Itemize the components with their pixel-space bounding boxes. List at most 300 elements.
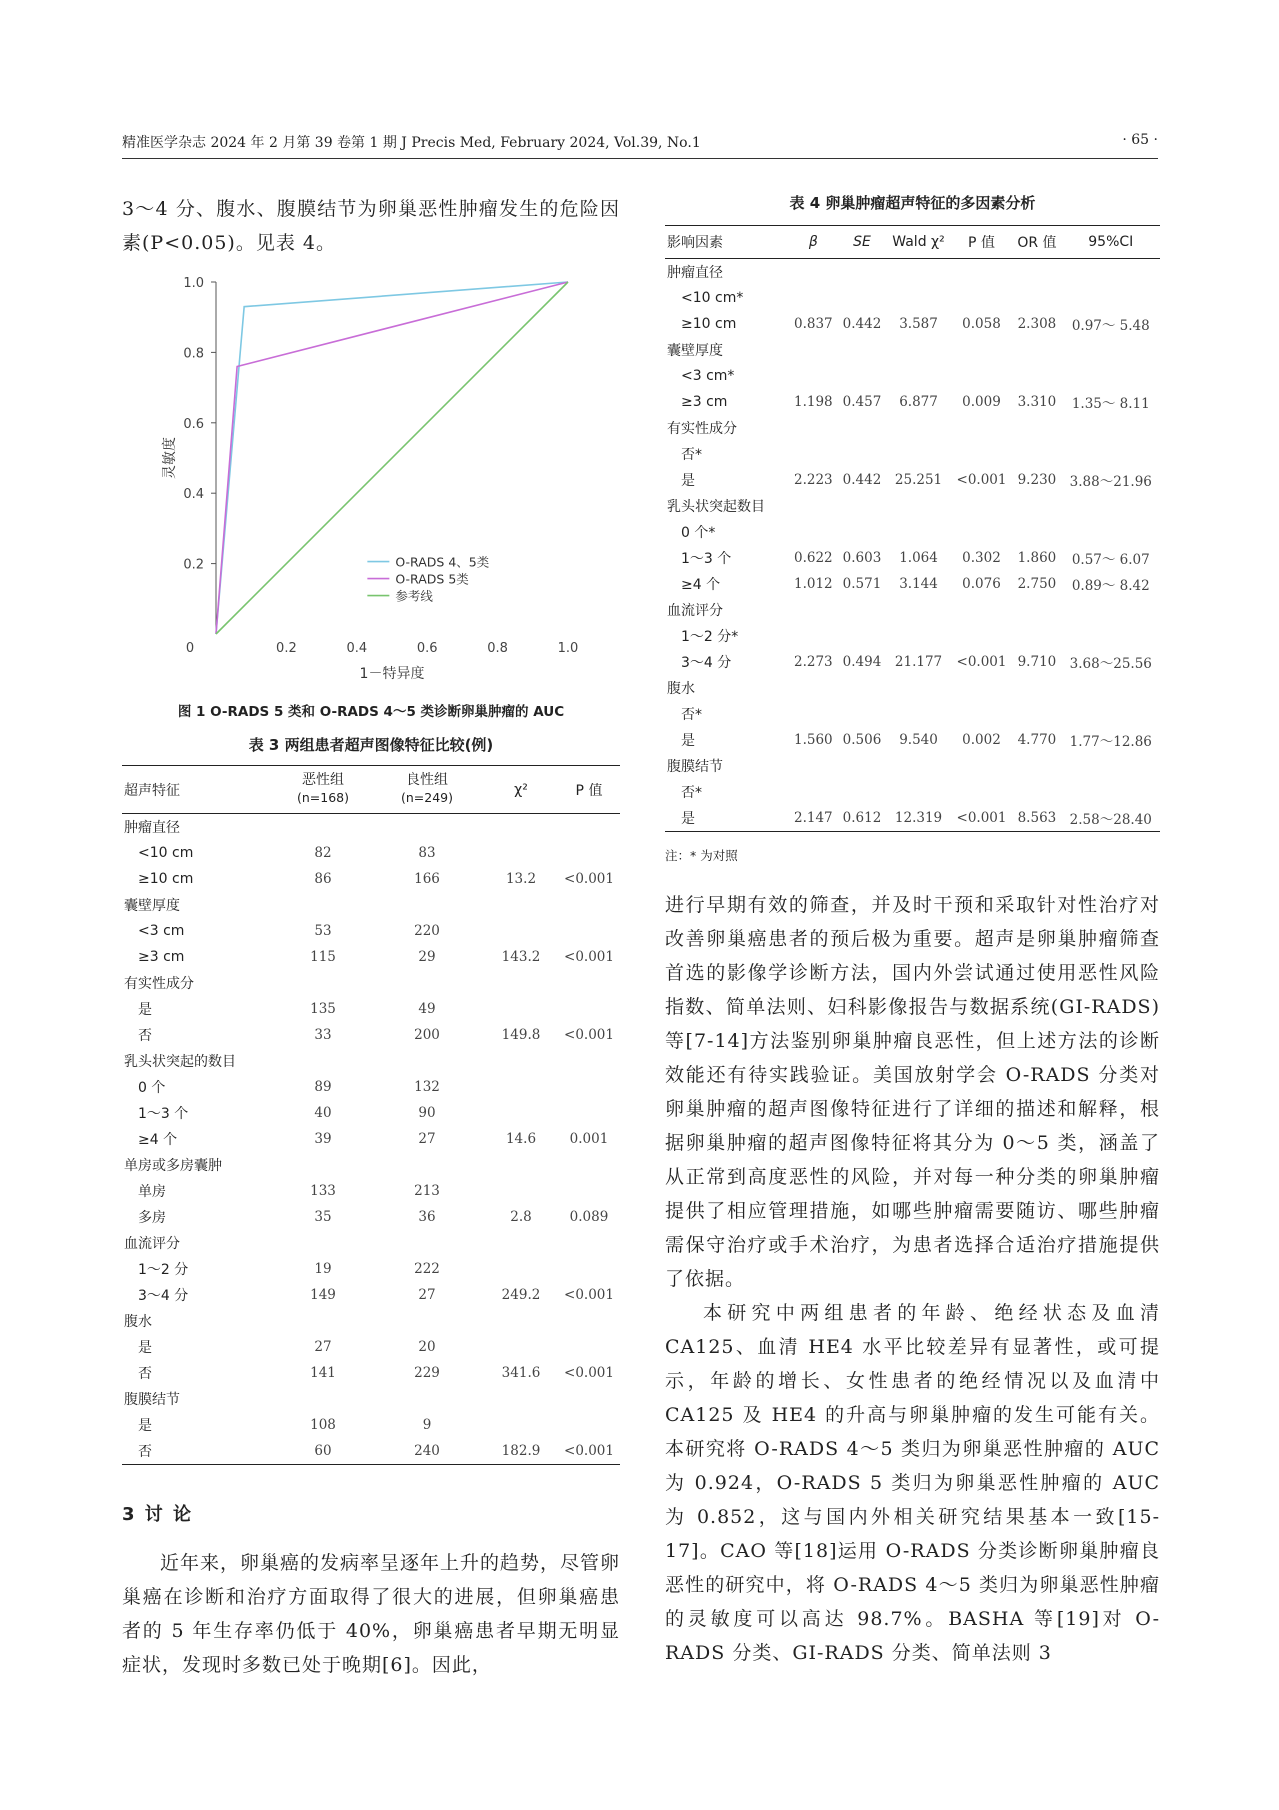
table4-cell-value: [1012, 259, 1061, 286]
table4-row: [665, 519, 1160, 545]
table4-cell-label: 肿瘤直径: [667, 265, 723, 281]
table4-cell-value: 0.506: [842, 732, 882, 748]
left-column: [122, 192, 620, 260]
table3-cell-value: 20: [418, 1339, 436, 1355]
table3-cell-value: 229: [414, 1365, 440, 1381]
table3-cell-label: 是: [138, 1340, 152, 1356]
table4-cell-value: 6.877: [899, 394, 938, 410]
table4-note: 注：* 为对照: [665, 848, 738, 863]
table4-cell-value: [1012, 753, 1061, 779]
table4-row: [665, 675, 1160, 701]
table4-row: [665, 441, 1160, 467]
table4-cell-value: [1062, 623, 1160, 649]
table3-cell-value: 0.089: [569, 1209, 609, 1225]
table4-row: [665, 389, 1160, 415]
table4-cell-value: [838, 259, 887, 286]
table3-cell-value: [558, 1412, 620, 1438]
table4-cell-value: 0.009: [962, 394, 1001, 410]
table3-row: [122, 1256, 620, 1282]
table3-caption: 表 3 两组患者超声图像特征比较(例): [248, 736, 494, 754]
table4-cell-value: 0.457: [842, 394, 882, 410]
table4-cell-value: <0.001: [956, 654, 1007, 670]
table4-cell-value: 21.177: [894, 654, 943, 670]
legend-label: O-RADS 5类: [395, 571, 469, 587]
table4-cell-value: <0.001: [951, 805, 1013, 832]
table4-cell-value: [1012, 337, 1061, 363]
table3-row: [122, 1308, 620, 1334]
table4-cell-value: [886, 623, 950, 649]
table3-cell-value: 27: [418, 1131, 436, 1147]
table3-row: [122, 1152, 620, 1178]
table4-row: [665, 259, 1160, 286]
table3-row: [122, 1204, 620, 1230]
table4-cell-value: [886, 675, 950, 701]
table3-cell-value: [276, 1152, 370, 1178]
table3-cell-value: 39: [314, 1131, 332, 1147]
table4-cell-value: [838, 675, 887, 701]
table4-cell-label: 腹膜结节: [667, 759, 723, 775]
table4-row: [665, 727, 1160, 753]
roc-chart-svg: [122, 270, 620, 700]
table4-cell-label: 否*: [681, 447, 702, 463]
table4-row: [665, 493, 1160, 519]
table3-row: [122, 1360, 620, 1386]
table4-cell-value: [789, 753, 838, 779]
table3-cell-value: <0.001: [564, 1365, 614, 1381]
table3-cell-value: 53: [314, 923, 332, 939]
table3-cell-value: 86: [314, 871, 332, 887]
table4-cell-value: [838, 493, 887, 519]
table4-cell-value: 0.058: [962, 316, 1001, 332]
table4-row: [665, 571, 1160, 597]
table4-cell-label: 3～4 分: [681, 655, 732, 671]
table3-row: [122, 1438, 620, 1465]
table4-cell-value: 1.560: [794, 732, 833, 748]
journal-citation: 精准医学杂志 2024 年 2 月第 39 卷第 1 期 J Precis Med, February 2024, Vol.39, No.1: [122, 135, 701, 151]
table4-row: [665, 311, 1160, 337]
table4-cell-value: 0.002: [962, 732, 1001, 748]
table4-cell-label: 是: [665, 805, 789, 832]
table3-cell-value: [484, 892, 558, 918]
table4-cell-value: 8.563: [1012, 805, 1061, 832]
table4-cell-value: [789, 337, 838, 363]
table4-row: [665, 701, 1160, 727]
table3-cell-label: 肿瘤直径: [124, 820, 180, 836]
table3-cell-label: 否: [138, 1028, 152, 1044]
table3-cell-value: 141: [310, 1365, 336, 1381]
table3-cell-label: 血流评分: [124, 1236, 180, 1252]
table4-cell-value: [1012, 363, 1061, 389]
table4-cell-value: 0.302: [962, 550, 1001, 566]
table3-cell-value: [484, 814, 558, 841]
table4-cell-label: 否*: [681, 707, 702, 723]
x-tick-label: 0.8: [487, 641, 508, 656]
table4-cell-value: 2.58～28.40: [1062, 805, 1160, 832]
table3-cell-value: 27: [418, 1287, 436, 1303]
table4-cell-value: [951, 441, 1013, 467]
table4-cell-label: ≥4 个: [681, 577, 721, 593]
table3-cell-value: 132: [414, 1079, 440, 1095]
table4-cell-label: ≥10 cm: [681, 316, 737, 332]
x-tick-label: 1.0: [557, 641, 579, 656]
table3-row: [122, 970, 620, 996]
table3-cell-label: 1～2 分: [138, 1262, 189, 1278]
table3-cell-value: [484, 1308, 558, 1334]
malignant-label: 恶性组: [302, 772, 344, 788]
table4-cell-value: [886, 753, 950, 779]
table4-cell-value: [951, 779, 1013, 805]
y-tick-label: 0.2: [183, 557, 204, 573]
table4-row: [665, 415, 1160, 441]
intro-paragraph: 3～4 分、腹水、腹膜结节为卵巢恶性肿瘤发生的危险因素(P<0.05)。见表 4。: [122, 198, 620, 254]
table3-cell-value: [484, 996, 558, 1022]
table3-cell-value: [484, 918, 558, 944]
table4-cell-value: [789, 493, 838, 519]
benign-label: 良性组: [406, 772, 448, 788]
table3-cell-value: 240: [370, 1438, 484, 1465]
table3-cell-value: [558, 1230, 620, 1256]
table3-cell-value: 40: [314, 1105, 332, 1121]
table3-header-row: [122, 766, 620, 814]
table3-row: [122, 1334, 620, 1360]
table4-row: [665, 545, 1160, 571]
table3-cell-value: [276, 1308, 370, 1334]
table3-cell-value: [276, 970, 370, 996]
table3-row: [122, 1386, 620, 1412]
y-tick-label: 0.8: [183, 346, 204, 362]
table3-cell-label: 乳头状突起的数目: [124, 1054, 236, 1070]
table3-cell-value: [484, 1100, 558, 1126]
table4-cell-value: [1012, 779, 1061, 805]
table4-cell-value: [789, 623, 838, 649]
table3-cell-label: ≥3 cm: [138, 949, 185, 965]
table3-cell-value: <0.001: [564, 949, 614, 965]
malignant-n: (n=168): [296, 790, 349, 805]
page-number: · 65 ·: [1122, 132, 1158, 148]
table3-cell-value: [558, 918, 620, 944]
table4-cell-value: [789, 701, 838, 727]
table4-col-se: SE: [838, 226, 887, 259]
table3-cell-label: 0 个: [138, 1080, 166, 1096]
table3-cell-label: 否: [122, 1438, 276, 1465]
table4-cell-value: 0.837: [794, 316, 833, 332]
table4-cell-value: 0.97～ 5.48: [1071, 318, 1150, 334]
table4-cell-value: 1.198: [794, 394, 833, 410]
table3-cell-value: 220: [414, 923, 440, 939]
table3-row: [122, 866, 620, 892]
table4-cell-value: [789, 597, 838, 623]
table3: [122, 765, 620, 1465]
table4-row: [665, 805, 1160, 832]
table4-cell-value: [1012, 285, 1061, 311]
y-tick-label: 0.4: [183, 487, 204, 503]
right-text: [665, 888, 1160, 1670]
table3-col-feature: 超声特征: [122, 766, 276, 814]
table3-cell-value: 149.8: [501, 1027, 541, 1043]
table4-cell-label: 0 个*: [681, 525, 716, 541]
table4-cell-value: [1062, 753, 1160, 779]
table4-cell-value: [886, 701, 950, 727]
table3-cell-value: [558, 1074, 620, 1100]
table3-col-benign: [370, 766, 484, 814]
table3-cell-value: 2.8: [510, 1209, 532, 1225]
table4-cell-label: 是: [681, 733, 695, 749]
section3-body: [122, 1546, 620, 1682]
table4-cell-value: [1012, 519, 1061, 545]
table3-cell-value: 249.2: [501, 1287, 541, 1303]
table4-cell-value: [789, 259, 838, 286]
table4-cell-value: 3.144: [899, 576, 938, 592]
table4-cell-value: 1.064: [899, 550, 938, 566]
table4-cell-value: [1062, 701, 1160, 727]
table3-cell-value: <0.001: [558, 1438, 620, 1465]
table4-row: [665, 649, 1160, 675]
table3-cell-value: [558, 996, 620, 1022]
table3-col-malignant: [276, 766, 370, 814]
table4-cell-value: [951, 493, 1013, 519]
table4-cell-value: 4.770: [1017, 732, 1057, 748]
table4-cell-value: 2.147: [789, 805, 838, 832]
table3-row: [122, 1178, 620, 1204]
table4-cell-value: [1062, 415, 1160, 441]
table4-cell-value: [886, 259, 950, 286]
table3-row: [122, 1282, 620, 1308]
table3-cell-value: [558, 1308, 620, 1334]
table3-cell-value: 135: [310, 1001, 336, 1017]
table4-cell-value: [951, 259, 1013, 286]
table3-cell-value: [558, 1386, 620, 1412]
table4-cell-value: [886, 363, 950, 389]
table3-cell-value: 90: [418, 1105, 436, 1121]
table4-cell-value: 2.750: [1017, 576, 1057, 592]
table3-row: [122, 918, 620, 944]
table3-cell-value: [558, 1100, 620, 1126]
table4-cell-label: 是: [681, 473, 695, 489]
table4-cell-value: [951, 701, 1013, 727]
table4-col-or: OR 值: [1012, 226, 1061, 259]
table4-row: [665, 779, 1160, 805]
table4-cell-value: 0.076: [962, 576, 1001, 592]
table3-cell-label: 单房: [138, 1184, 166, 1200]
y-tick-label: 0.6: [183, 416, 204, 432]
table4-cell-value: 9.540: [899, 732, 938, 748]
table3-cell-value: 213: [414, 1183, 440, 1199]
table4-cell-value: 0.603: [842, 550, 882, 566]
table3-cell-value: 143.2: [501, 949, 541, 965]
roc-chart: [122, 270, 620, 700]
table3-cell-value: <0.001: [564, 1287, 614, 1303]
table4-cell-value: 3.88～21.96: [1069, 474, 1152, 490]
table4-cell-value: [789, 779, 838, 805]
table3-cell-value: <0.001: [564, 871, 614, 887]
table3-cell-value: 35: [314, 1209, 332, 1225]
table4-cell-value: [951, 415, 1013, 441]
table4-row: [665, 363, 1160, 389]
table3-cell-value: [558, 814, 620, 841]
table4-cell-label: 1～2 分*: [681, 629, 739, 645]
table3-cell-label: 是: [138, 1418, 152, 1434]
table3-cell-label: <10 cm: [138, 845, 194, 861]
table3-cell-value: 149: [310, 1287, 336, 1303]
table3-row: [122, 1126, 620, 1152]
table4-cell-value: [951, 363, 1013, 389]
table3-cell-label: 单房或多房囊肿: [124, 1158, 222, 1174]
table4-cell-value: 1.012: [794, 576, 833, 592]
table4-cell-value: [1062, 779, 1160, 805]
legend-label: 参考线: [395, 588, 433, 604]
table3-cell-value: [484, 1152, 558, 1178]
table3-cell-value: [276, 814, 370, 841]
table4-cell-value: [886, 519, 950, 545]
section3-paragraph: 近年来，卵巢癌的发病率呈逐年上升的趋势，尽管卵巢癌在诊断和治疗方面取得了很大的进展，但卵巢癌患者的 5 年生存率仍低于 40%，卵巢癌患者早期无明显症状，发现时多数已处于晚期[6]。因此，: [122, 1552, 621, 1676]
table4-cell-value: [1012, 441, 1061, 467]
table3-cell-value: 0.001: [569, 1131, 609, 1147]
table4-cell-value: [1062, 519, 1160, 545]
table4-cell-value: [838, 597, 887, 623]
table4-cell-value: [838, 779, 887, 805]
table3-cell-value: [370, 1048, 484, 1074]
table4-cell-value: 0.571: [842, 576, 882, 592]
table4-cell-label: 血流评分: [667, 603, 723, 619]
table3-cell-label: 腹水: [124, 1314, 152, 1330]
table4-cell-label: 腹水: [667, 681, 695, 697]
table3-cell-value: [370, 814, 484, 841]
table3-cell-value: [484, 1048, 558, 1074]
table4-cell-value: 12.319: [886, 805, 950, 832]
table3-row: [122, 892, 620, 918]
table3-cell-value: [484, 1256, 558, 1282]
table3-cell-value: [484, 1386, 558, 1412]
table4-row: [665, 467, 1160, 493]
table4-cell-value: [789, 363, 838, 389]
table4-cell-value: [886, 337, 950, 363]
table4-cell-value: [886, 415, 950, 441]
table4-cell-value: [1062, 337, 1160, 363]
table3-cell-value: [276, 1048, 370, 1074]
table3-row: [122, 1230, 620, 1256]
table3-cell-value: 33: [314, 1027, 332, 1043]
table3-cell-value: [558, 1178, 620, 1204]
table3-cell-value: [370, 1152, 484, 1178]
table3-row: [122, 1412, 620, 1438]
table4-cell-value: [838, 623, 887, 649]
table3-cell-value: [558, 1256, 620, 1282]
table3-cell-value: 9: [422, 1417, 432, 1433]
table3-cell-label: 有实性成分: [124, 976, 194, 992]
table4-cell-value: [1062, 259, 1160, 286]
table3-cell-label: 否: [138, 1366, 152, 1382]
table4-cell-value: <0.001: [956, 472, 1007, 488]
section-title: 3 讨 论: [122, 1504, 194, 1525]
table4-row: [665, 623, 1160, 649]
table3-cell-value: [276, 892, 370, 918]
table4-cell-value: 3.68～25.56: [1069, 656, 1152, 672]
table4-cell-label: 囊壁厚度: [667, 343, 723, 359]
x-tick-label: 0: [185, 641, 195, 656]
table4-cell-value: [951, 753, 1013, 779]
table4-cell-value: [838, 701, 887, 727]
running-header: [122, 132, 1158, 154]
table4-cell-value: [886, 597, 950, 623]
table3-cell-value: 49: [418, 1001, 436, 1017]
table4-cell-value: [951, 519, 1013, 545]
table4-cell-value: [886, 779, 950, 805]
table3-cell-value: 115: [310, 949, 336, 965]
table3-cell-value: [484, 1334, 558, 1360]
table3-row: [122, 944, 620, 970]
table4-cell-value: [838, 519, 887, 545]
table3-cell-value: 60: [276, 1438, 370, 1465]
table4-col-ci: 95%CI: [1062, 226, 1160, 259]
right-paragraph-2: 本研究中两组患者的年龄、绝经状态及血清 CA125、血清 HE4 水平比较差异有显著性，或可提示，年龄的增长、女性患者的绝经情况以及血清中 CA125 及 HE4 的升高与卵巢肿瘤的发生可能有关。本研究将 O-RADS 4～5 类归为卵巢恶性肿瘤的 AUC 为 0.924，O-RADS 5 类归为卵巢恶性肿瘤的 AUC 为 0.852，这与国内外相关研究结果基本一致[15-17]。CAO 等[18]运用 O-RADS 分类诊断卵巢肿瘤良恶性的研究中，将 O-RADS 4～5 类归为卵巢恶性肿瘤的灵敏度可以高达 98.7%。BASHA 等[19]对 O-RADS 分类、GI-RADS 分类、简单法则 3: [665, 1302, 1160, 1664]
x-axis-label: 1－特异度: [359, 666, 425, 682]
table4-header-row: [665, 226, 1160, 259]
table3-cell-label: 囊壁厚度: [124, 898, 180, 914]
table3-row: [122, 1074, 620, 1100]
table4-cell-value: [1062, 285, 1160, 311]
table4-cell-value: 1.77～12.86: [1069, 734, 1152, 750]
right-paragraph-1: 进行早期有效的筛查，并及时干预和采取针对性治疗对改善卵巢癌患者的预后极为重要。超声是卵巢肿瘤筛查首选的影像学诊断方法，国内外尝试通过使用恶性风险指数、简单法则、妇科影像报告与数据系统(GI-RADS)等[7-14]方法鉴别卵巢肿瘤良恶性，但上述方法的诊断效能还有待实践验证。美国放射学会 O-RADS 分类对卵巢肿瘤的超声图像特征进行了详细的描述和解释，根据卵巢肿瘤的超声图像特征将其分为 0～5 类，涵盖了从正常到高度恶性的风险，并对每一种分类的卵巢肿瘤提供了相应管理措施，如哪些肿瘤需要随访、哪些肿瘤需保守治疗或手术治疗，为患者选择合适治疗措施提供了依据。: [665, 894, 1160, 1290]
table3-cell-value: 13.2: [505, 871, 537, 887]
table4-cell-value: [1012, 493, 1061, 519]
table3-cell-value: 108: [310, 1417, 336, 1433]
table3-cell-value: [276, 1386, 370, 1412]
table4-cell-value: 0.57～ 6.07: [1071, 552, 1150, 568]
table3-cell-value: 166: [414, 871, 440, 887]
table3-cell-label: 1～3 个: [138, 1106, 189, 1122]
table3-cell-label: 3～4 分: [138, 1288, 189, 1304]
table4-cell-value: [951, 597, 1013, 623]
table4-cell-value: [838, 285, 887, 311]
table3-cell-label: 多房: [138, 1210, 166, 1226]
table4-cell-value: [789, 675, 838, 701]
figure-caption: 图 1 O-RADS 5 类和 O-RADS 4～5 类诊断卵巢肿瘤的 AUC: [177, 704, 565, 720]
table4-cell-value: [838, 441, 887, 467]
table4-cell-value: 9.710: [1017, 654, 1057, 670]
table4-cell-value: [789, 415, 838, 441]
table4-cell-value: [1012, 415, 1061, 441]
table3-row: [122, 1100, 620, 1126]
table4-cell-label: ≥3 cm: [681, 394, 728, 410]
table4-cell-value: [951, 623, 1013, 649]
table4-cell-value: 1.860: [1017, 550, 1057, 566]
table4-cell-value: 9.230: [1017, 472, 1057, 488]
table4-cell-value: [789, 441, 838, 467]
table3-cell-label: ≥4 个: [138, 1132, 178, 1148]
table4-cell-value: [789, 285, 838, 311]
table3-cell-value: 222: [414, 1261, 440, 1277]
table4-col-p: P 值: [951, 226, 1013, 259]
table3-row: [122, 1048, 620, 1074]
table3-cell-value: [370, 1230, 484, 1256]
table3-cell-value: [484, 1412, 558, 1438]
table4-cell-value: [886, 441, 950, 467]
y-tick-label: 1.0: [183, 276, 204, 291]
table3-cell-label: 是: [138, 1002, 152, 1018]
table3-cell-value: [558, 892, 620, 918]
table4-cell-value: [1062, 597, 1160, 623]
table4-cell-value: 3.587: [899, 316, 938, 332]
table4-cell-label: 否*: [681, 785, 702, 801]
table4-cell-value: [1062, 363, 1160, 389]
table4-cell-value: 1.35～ 8.11: [1071, 396, 1150, 412]
benign-n: (n=249): [400, 790, 453, 805]
table3-cell-value: [370, 970, 484, 996]
table3-row: [122, 840, 620, 866]
table4-cell-label: 乳头状突起数目: [667, 499, 765, 515]
table4-cell-value: 2.223: [794, 472, 833, 488]
table3-cell-value: 27: [314, 1339, 332, 1355]
